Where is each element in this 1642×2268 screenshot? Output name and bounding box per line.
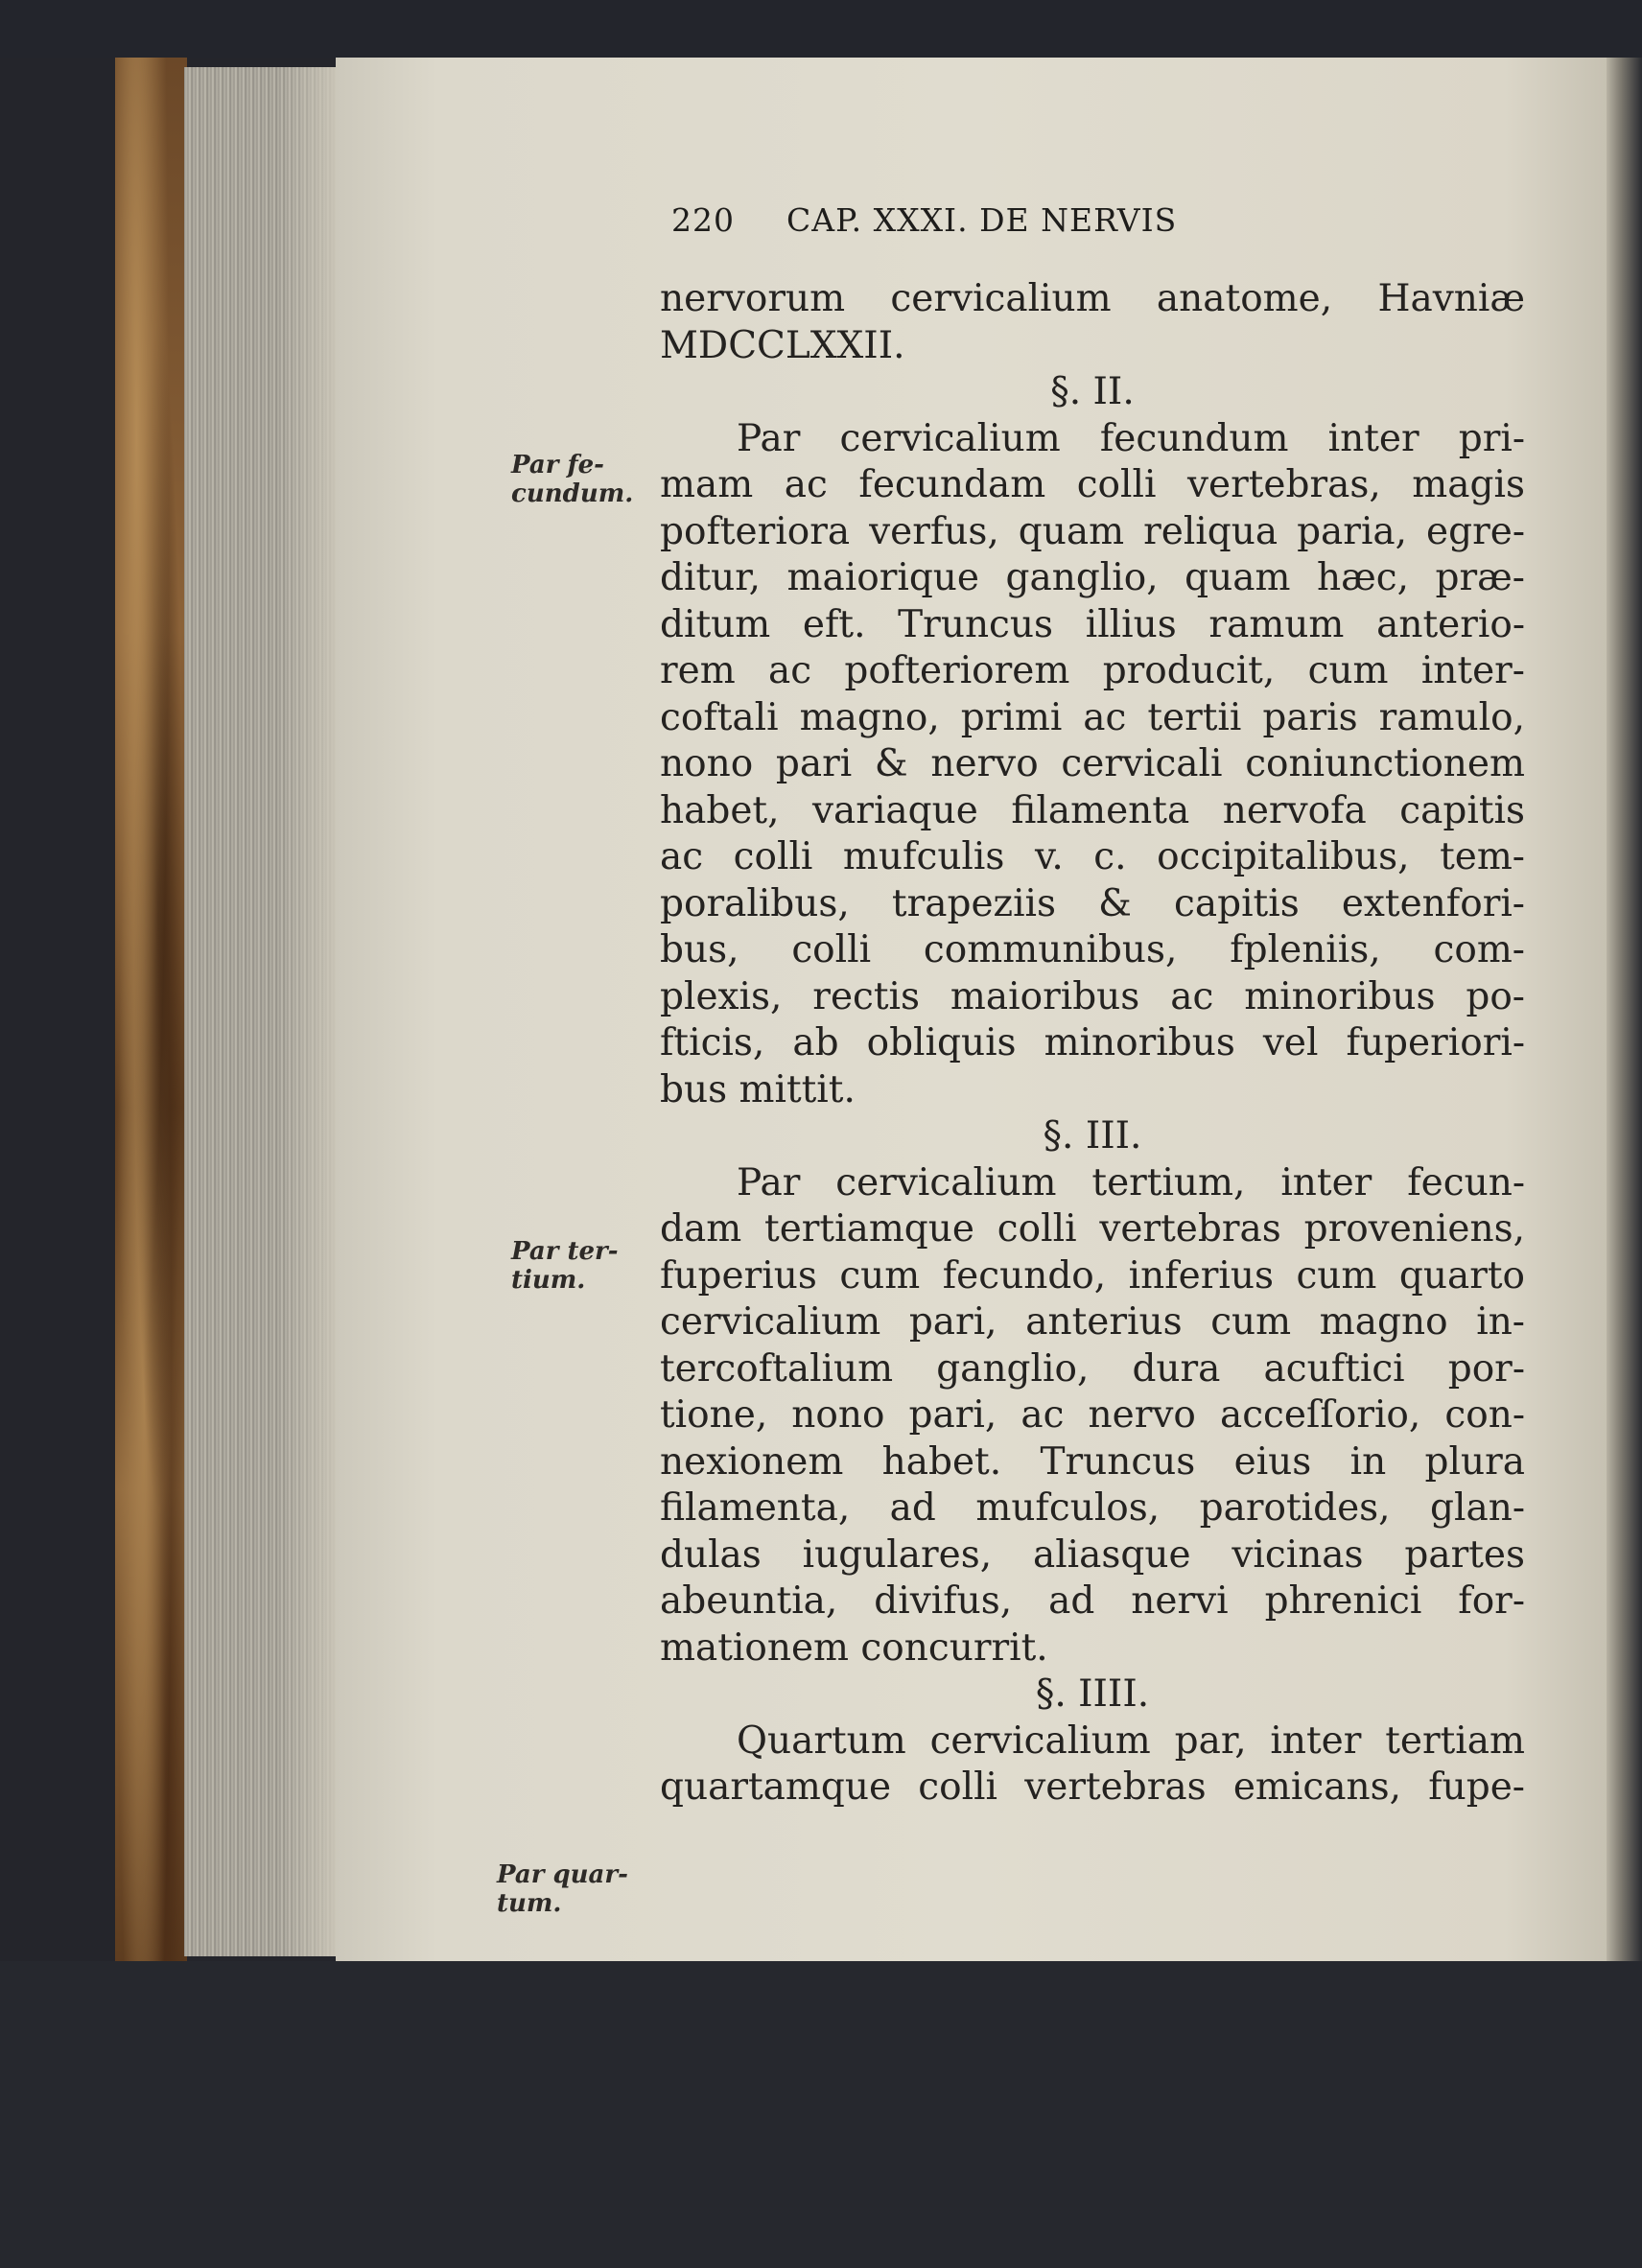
text-line: bus, colli communibus, fpleniis, com- bbox=[660, 928, 1525, 971]
body-text bbox=[660, 276, 1525, 1812]
margin-note-line: Par quar- bbox=[497, 1860, 628, 1889]
text-line: MDCCLXXII. bbox=[660, 323, 905, 367]
text-line: habet, variaque filamenta nervofa capitis bbox=[660, 788, 1525, 832]
marbled-cover bbox=[115, 58, 187, 1966]
text-line: Par cervicalium fecundum inter pri- bbox=[737, 416, 1525, 460]
text-line: Par cervicalium tertium, inter fecun- bbox=[737, 1160, 1525, 1204]
scan-background-bottom bbox=[0, 1961, 1642, 2268]
margin-note-par-quartum bbox=[497, 1860, 628, 1918]
text-line: fuperius cum fecundo, inferius cum quarto bbox=[660, 1253, 1525, 1298]
page-edges bbox=[184, 67, 338, 1956]
text-line: rem ac pofteriorem producit, cum inter- bbox=[660, 649, 1525, 692]
text-line: bus mittit. bbox=[660, 1067, 856, 1111]
text-line: nexionem habet. Truncus eius in plura bbox=[660, 1439, 1525, 1484]
margin-note-line: Par ter- bbox=[511, 1237, 619, 1266]
margin-note-line: tium. bbox=[511, 1266, 586, 1295]
text-line: tione, nono pari, ac nervo acceſſorio, con- bbox=[660, 1393, 1525, 1437]
text-line: tercoftalium ganglio, dura acuftici por- bbox=[660, 1346, 1525, 1391]
section-heading: §. III. bbox=[1043, 1114, 1142, 1157]
text-line: mationem concurrit. bbox=[660, 1625, 1048, 1670]
section-heading: §. II. bbox=[1050, 370, 1135, 413]
running-title: CAP. XXXI. DE NERVIS bbox=[786, 201, 1178, 239]
page-gutter bbox=[1607, 58, 1642, 1976]
text-line: quartamque colli vertebras emicans, fupe- bbox=[660, 1765, 1525, 1809]
text-line: poralibus, trapeziis & capitis extenfori- bbox=[660, 881, 1525, 925]
text-line: ditum eft. Truncus illius ramum anterio- bbox=[660, 602, 1525, 646]
text-line: ditur, maiorique ganglio, quam hæc, præ- bbox=[660, 556, 1525, 599]
text-line: nervorum cervicalium anatome, Havniæ bbox=[660, 277, 1525, 320]
running-header bbox=[671, 201, 1304, 239]
text-line: cervicalium pari, anterius cum magno in- bbox=[660, 1300, 1525, 1344]
section-heading: §. IIII. bbox=[1035, 1672, 1150, 1716]
text-line: ac colli mufculis v. c. occipitalibus, tem- bbox=[660, 835, 1525, 878]
margin-note-line: tum. bbox=[497, 1889, 562, 1918]
text-line: abeuntia, divifus, ad nervi phrenici for- bbox=[660, 1579, 1525, 1623]
text-line: coftali magno, primi ac tertii paris ramulo, bbox=[660, 695, 1525, 739]
text-line: pofteriora verfus, quam reliqua paria, egre- bbox=[660, 509, 1525, 553]
text-line: dulas iugulares, aliasque vicinas partes bbox=[660, 1532, 1525, 1577]
text-line: mam ac fecundam colli vertebras, magis bbox=[660, 463, 1525, 506]
margin-note-line: Par fe- bbox=[511, 451, 604, 479]
page-number: 220 bbox=[671, 201, 735, 239]
text-line: fticis, ab obliquis minoribus vel fuperiori- bbox=[660, 1021, 1525, 1064]
text-line: plexis, rectis maioribus ac minoribus po- bbox=[660, 974, 1525, 1018]
margin-note-line: cundum. bbox=[511, 479, 634, 508]
margin-note-par-tertium bbox=[511, 1237, 619, 1295]
scan-background-top bbox=[0, 0, 1642, 58]
text-line: filamenta, ad mufculos, parotides, glan- bbox=[660, 1486, 1525, 1530]
text-line: dam tertiamque colli vertebras proveniens, bbox=[660, 1207, 1525, 1251]
margin-note-par-secundum bbox=[511, 451, 633, 508]
text-line: Quartum cervicalium par, inter tertiam bbox=[737, 1719, 1525, 1763]
text-line: nono pari & nervo cervicali coniunctionem bbox=[660, 742, 1525, 785]
